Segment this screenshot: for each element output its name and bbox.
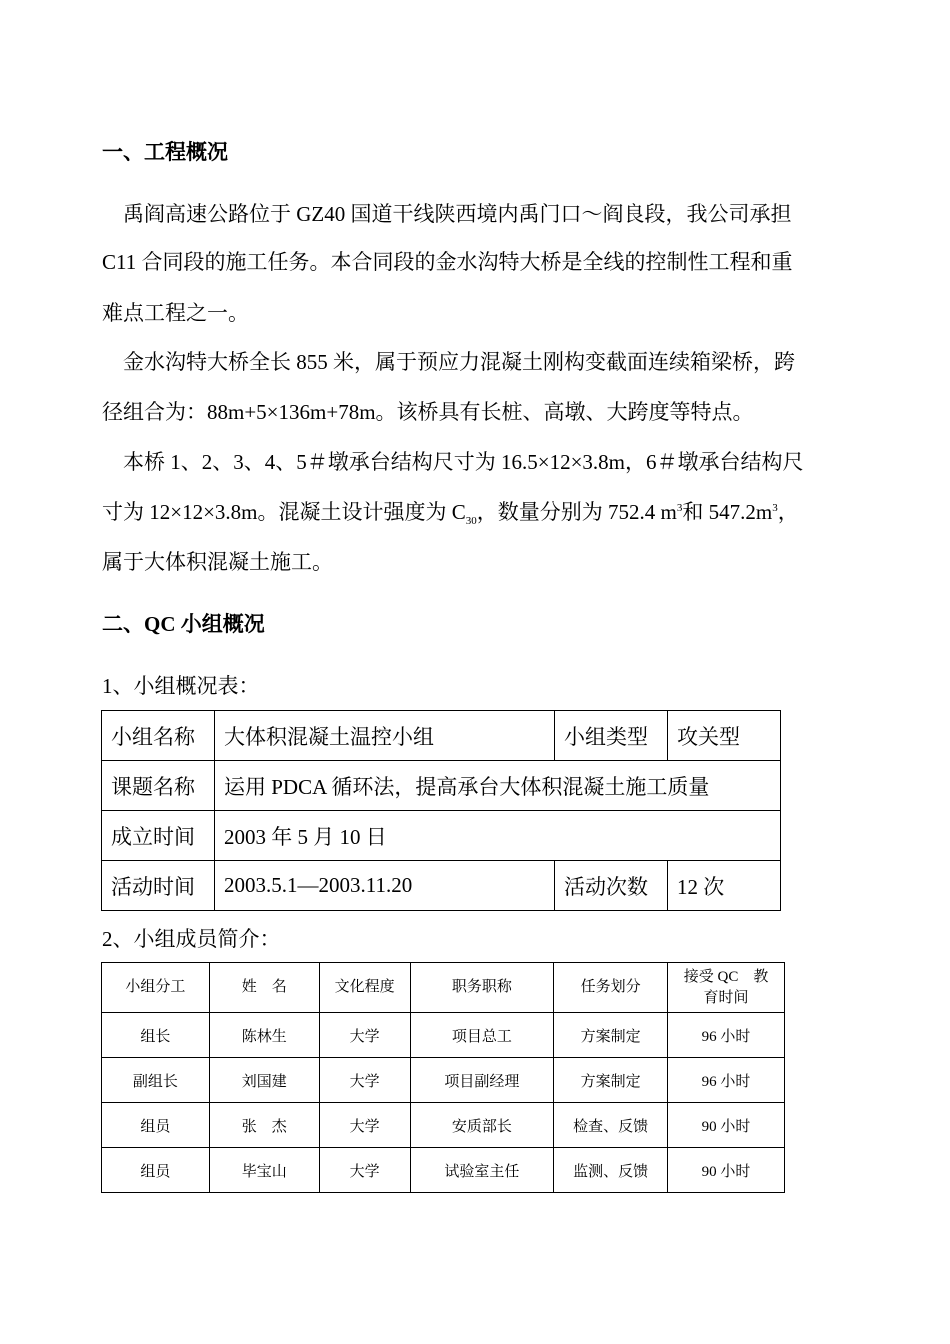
subscript: 30	[465, 515, 477, 528]
table-cell: 96 小时	[668, 1058, 785, 1103]
table-cell: 2003.5.1—2003.11.20	[215, 861, 555, 911]
table-cell: 运用 PDCA 循环法，提高承台大体积混凝土施工质量	[215, 761, 781, 811]
paragraph-line: C11 合同段的施工任务。本合同段的金水沟特大桥是全线的控制性工程和重	[102, 250, 793, 274]
members-table	[101, 962, 785, 1193]
table-header-cell: 任务划分	[554, 963, 668, 1013]
table-cell: 课题名称	[102, 761, 215, 811]
table-row	[102, 711, 781, 761]
table-cell: 副组长	[102, 1058, 210, 1103]
table-cell: 90 小时	[668, 1148, 785, 1193]
superscript: 3	[772, 502, 778, 514]
table-header-cell: 职务职称	[410, 963, 554, 1013]
table-cell: 活动次数	[555, 861, 668, 911]
paragraph-line: 本桥 1、2、3、4、5＃墩承台结构尺寸为 16.5×12×3.8m，6＃墩承台结构尺	[123, 450, 804, 474]
table-header-cell: 姓 名	[209, 963, 319, 1013]
table-cell: 组长	[102, 1013, 210, 1058]
table-cell: 试验室主任	[410, 1148, 554, 1193]
table-cell: 96 小时	[668, 1013, 785, 1058]
table-row	[102, 1148, 785, 1193]
paragraph-line: 金水沟特大桥全长 855 米，属于预应力混凝土刚构变截面连续箱梁桥，跨	[123, 350, 795, 374]
table-cell: 大学	[319, 1148, 410, 1193]
table-cell: 项目副经理	[410, 1058, 554, 1103]
table-row	[102, 1103, 785, 1148]
table-header-cell: 接受 QC 教育时间	[668, 963, 785, 1013]
table-cell: 张 杰	[209, 1103, 319, 1148]
table-cell: 90 小时	[668, 1103, 785, 1148]
table-cell: 12 次	[668, 861, 781, 911]
table-cell: 小组类型	[555, 711, 668, 761]
section-heading-project-overview: 一、工程概况	[102, 140, 228, 164]
text-run: 和 547.2m	[682, 500, 773, 524]
table-cell: 大学	[319, 1058, 410, 1103]
table-row	[102, 811, 781, 861]
table-cell: 方案制定	[554, 1058, 668, 1103]
table-cell: 组员	[102, 1103, 210, 1148]
paragraph-line: 禹阎高速公路位于 GZ40 国道干线陕西境内禹门口～阎良段，我公司承担	[123, 202, 792, 226]
table-cell: 项目总工	[410, 1013, 554, 1058]
superscript: 3	[676, 502, 683, 514]
paragraph-line: 属于大体积混凝土施工。	[102, 550, 333, 574]
subheading-overview-table: 1、小组概况表：	[102, 674, 260, 698]
table-cell: 攻关型	[668, 711, 781, 761]
table-cell: 大学	[319, 1103, 410, 1148]
table-cell: 大体积混凝土温控小组	[215, 711, 555, 761]
table-cell: 成立时间	[102, 811, 215, 861]
table-cell: 监测、反馈	[554, 1148, 668, 1193]
table-cell: 2003 年 5 月 10 日	[215, 811, 781, 861]
table-cell: 检查、反馈	[554, 1103, 668, 1148]
section-heading-qc-group: 二、QC 小组概况	[102, 612, 265, 636]
table-cell: 小组名称	[102, 711, 215, 761]
table-cell: 安质部长	[410, 1103, 554, 1148]
paragraph-line: 难点工程之一。	[102, 301, 249, 325]
paragraph-line: 径组合为：88m+5×136m+78m。该桥具有长桩、高墩、大跨度等特点。	[102, 400, 754, 424]
table-cell: 毕宝山	[209, 1148, 319, 1193]
text-run: 寸为 12×12×3.8m。混凝土设计强度为 C	[102, 500, 466, 524]
table-row	[102, 1013, 785, 1058]
subheading-members-table: 2、小组成员简介：	[102, 927, 281, 951]
text-run: ，数量分别为 752.4 m	[476, 500, 677, 524]
text-run: ，	[777, 500, 799, 524]
table-header-row	[102, 963, 785, 1013]
table-cell: 陈林生	[209, 1013, 319, 1058]
table-row	[102, 861, 781, 911]
table-cell: 活动时间	[102, 861, 215, 911]
paragraph-line	[102, 497, 848, 527]
table-cell: 组员	[102, 1148, 210, 1193]
table-row	[102, 761, 781, 811]
table-cell: 大学	[319, 1013, 410, 1058]
table-row	[102, 1058, 785, 1103]
table-header-cell: 小组分工	[102, 963, 210, 1013]
group-overview-table	[101, 710, 781, 911]
table-header-cell: 文化程度	[319, 963, 410, 1013]
table-cell: 方案制定	[554, 1013, 668, 1058]
table-cell: 刘国建	[209, 1058, 319, 1103]
